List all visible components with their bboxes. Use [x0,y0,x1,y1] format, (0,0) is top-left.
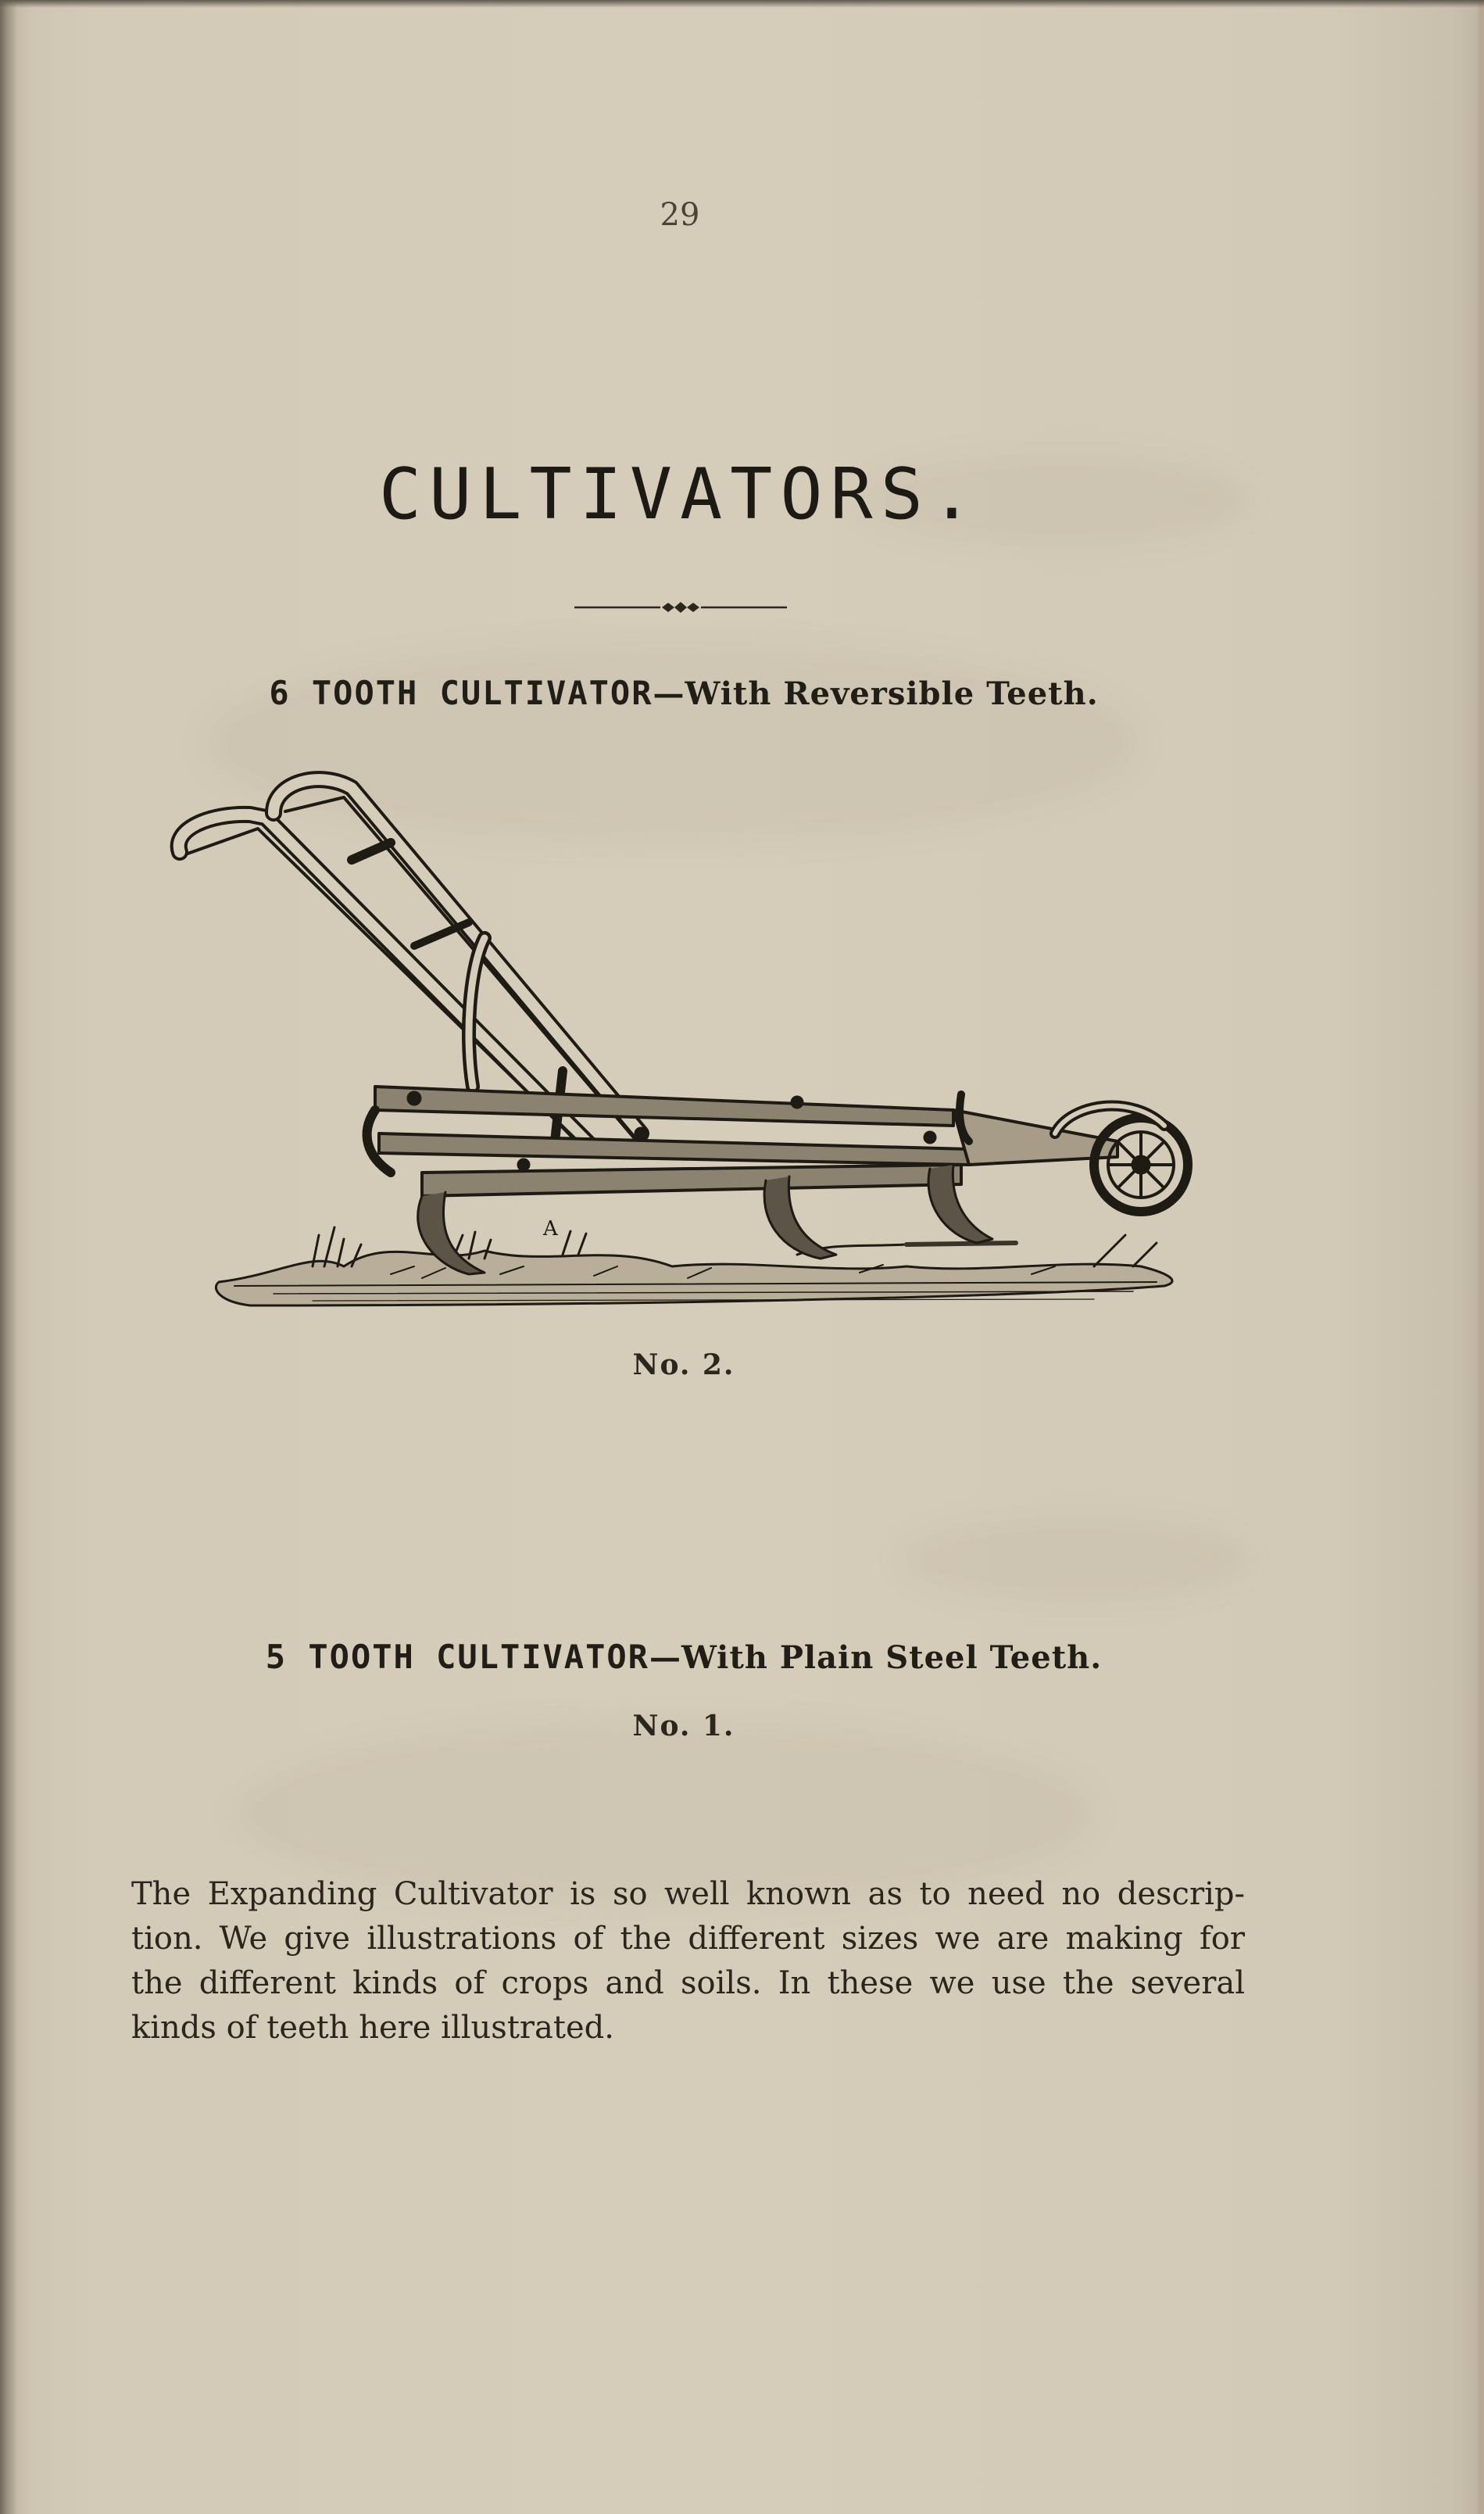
bleed-through [899,1517,1250,1603]
section-heading-6-tooth [0,674,1368,712]
figure-caption-no-1: No. 1. [632,1710,735,1742]
figure-caption-no-2: No. 2. [632,1348,735,1381]
figure-label: A [543,1217,558,1241]
page-number: 29 [660,197,700,233]
body-line: the different kinds of crops and soils. In these we use the several [131,1965,1245,2001]
heading-rest: —With Plain Steel Teeth. [649,1639,1103,1676]
section-heading-5-tooth [0,1638,1368,1676]
body-line: The Expanding Cultivator is so well known as to need no descrip- [131,1876,1245,1912]
body-line: tion. We give illustrations of the different sizes we are making for [131,1921,1245,1957]
body-paragraph [131,1872,1245,2050]
heading-lead: 5 TOOTH CULTIVATOR [265,1638,649,1676]
heading-lead: 6 TOOTH CULTIVATOR [269,674,653,712]
page-edge [1476,0,1484,2514]
gutter-shadow [0,0,17,2514]
page-title: CULTIVATORS. [378,453,982,535]
heading-rest: —With Reversible Teeth. [653,675,1099,712]
top-shadow [0,0,1484,8]
cultivator-illustration [156,766,1203,1329]
ornament-divider [574,598,787,617]
body-line: kinds of teeth here illustrated. [131,2010,614,2046]
